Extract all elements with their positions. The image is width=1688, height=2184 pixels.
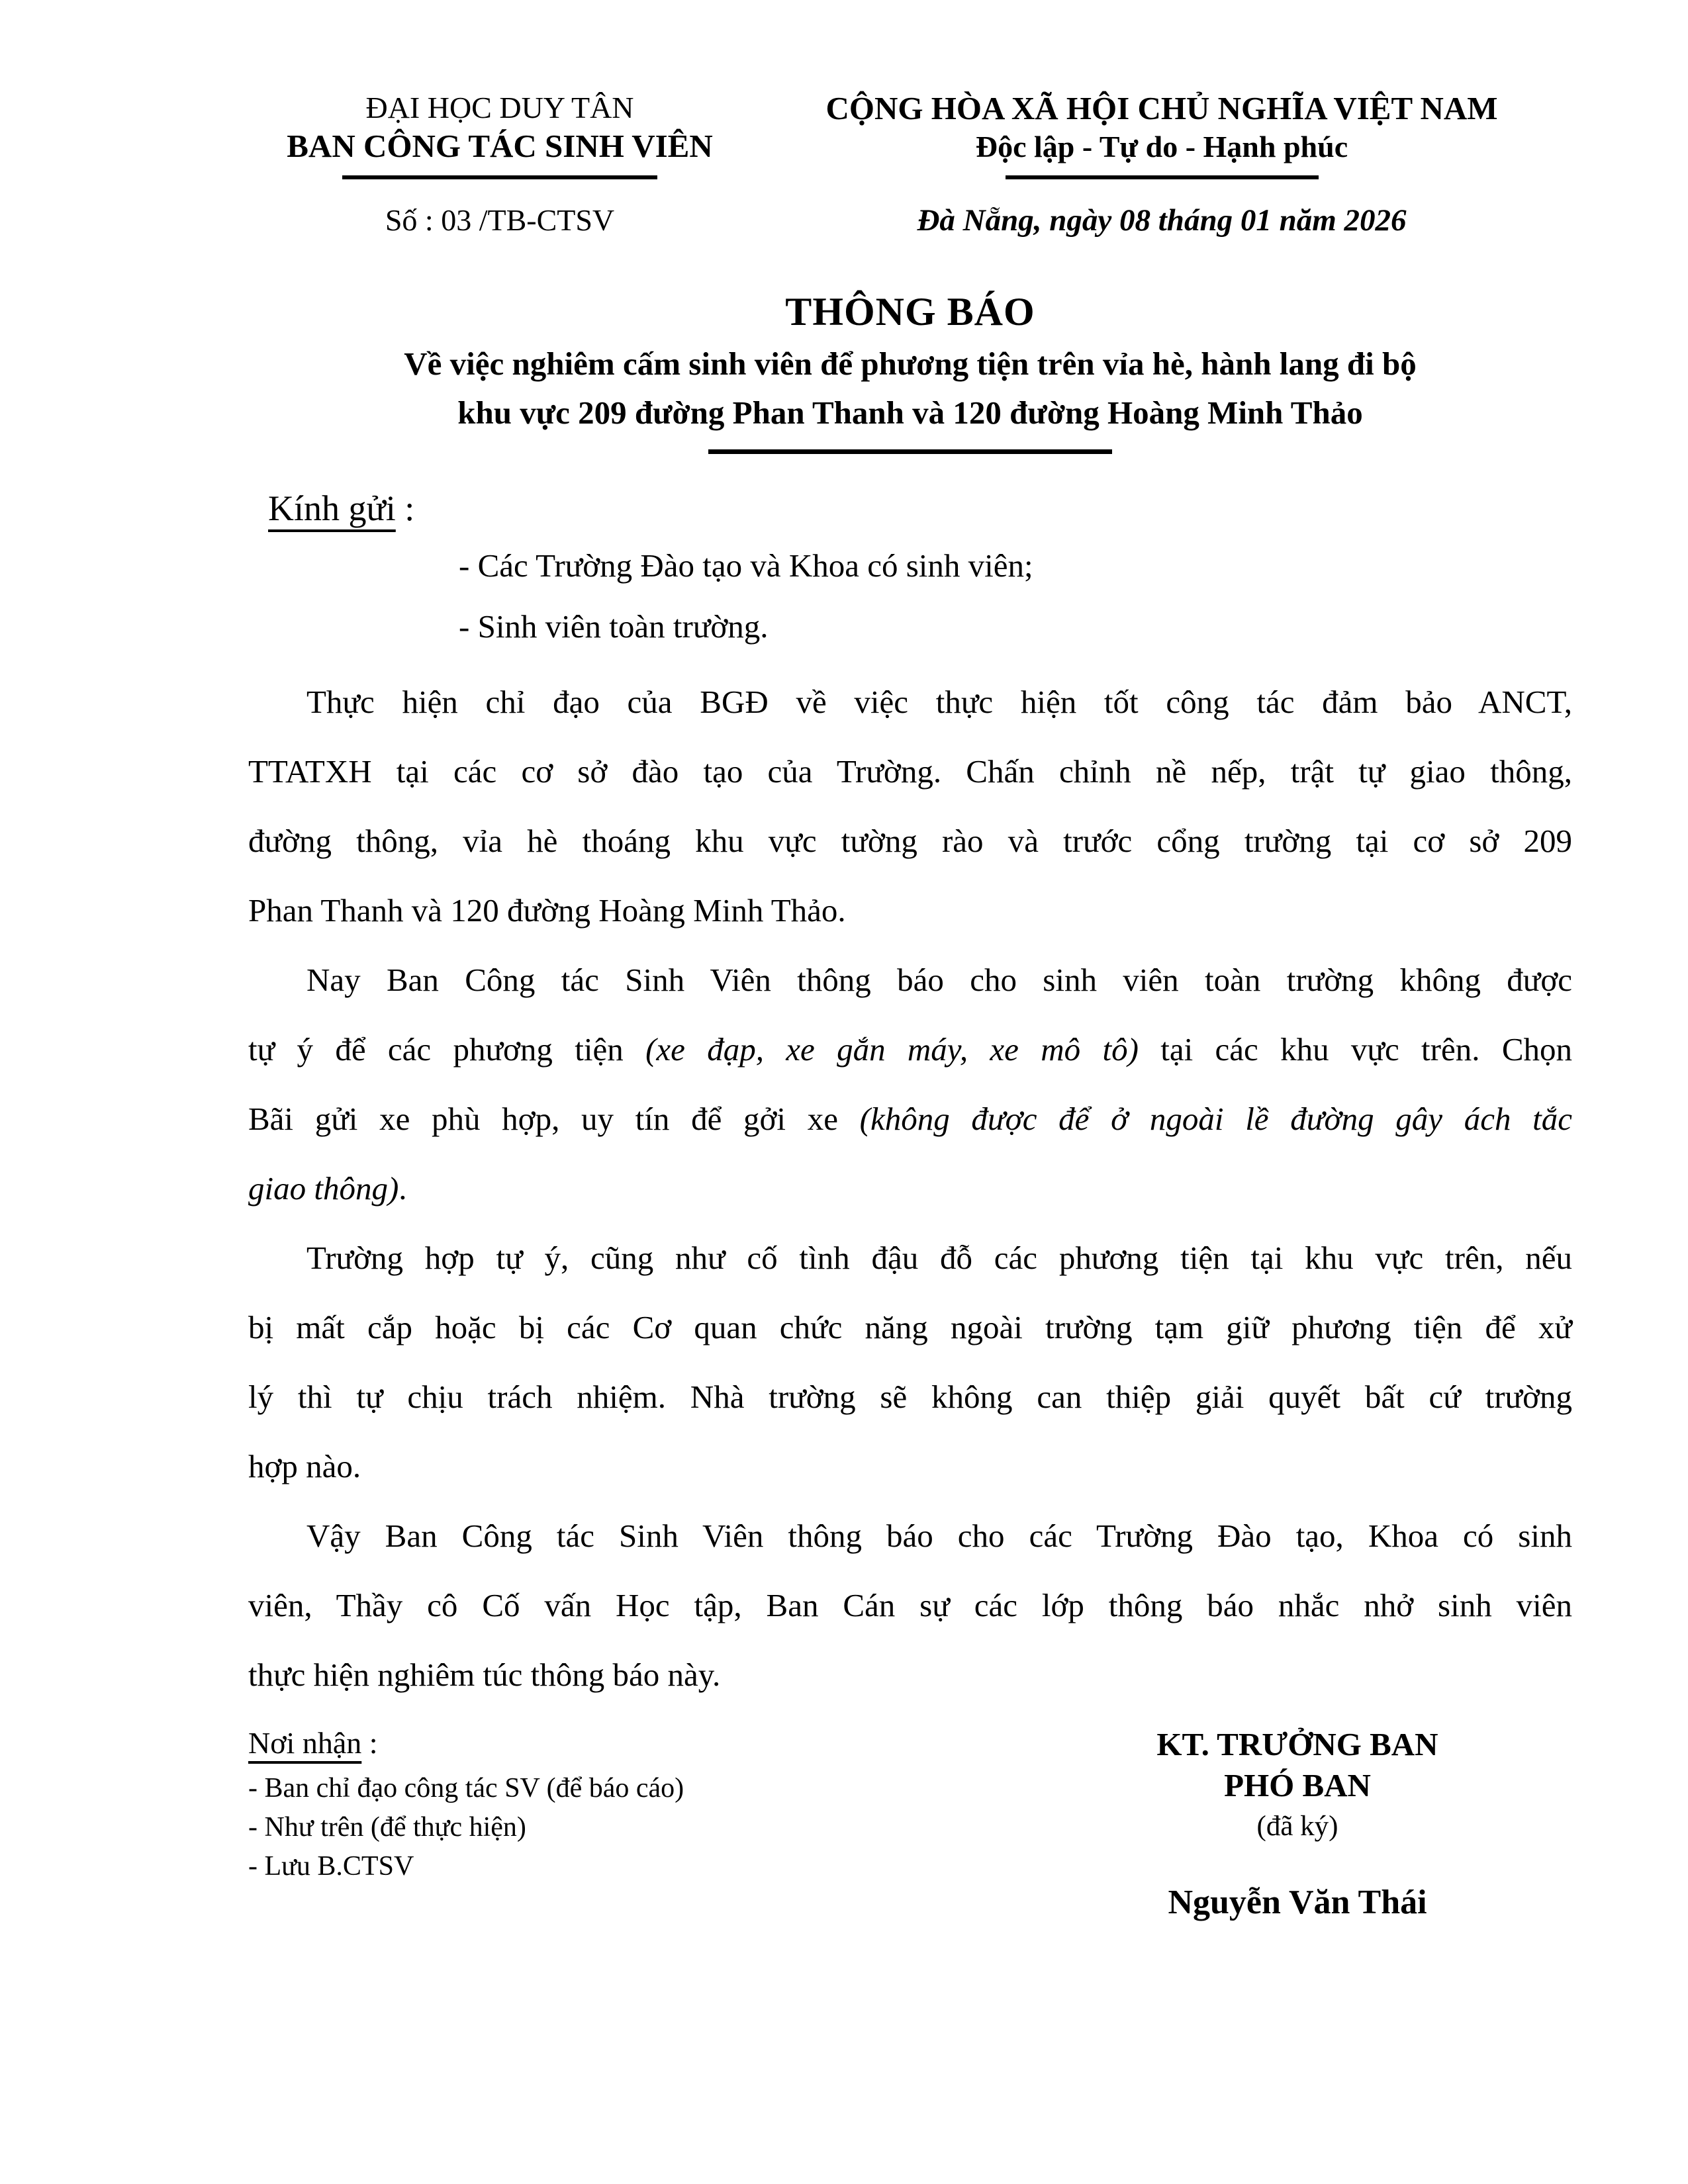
text-segment: hợp nào. — [248, 1448, 361, 1484]
body-text-line — [248, 1154, 1572, 1223]
header-left-rule — [342, 175, 657, 179]
body-text-line — [248, 1015, 1572, 1084]
text-segment: viên, Thầy cô Cố vấn Học tập, Ban Cán sự các lớp thông báo nhắc nhở sinh viên — [248, 1587, 1572, 1623]
salutation-recipient: - Các Trường Đào tạo và Khoa có sinh viên; — [459, 547, 1033, 584]
text-segment: tự ý để các phương tiện — [248, 1031, 646, 1068]
body-paragraph — [248, 1223, 1572, 1501]
salutation-label: Kính gửi — [268, 488, 396, 528]
italic-text-segment: giao thông) — [248, 1170, 399, 1206]
signer-name: Nguyễn Văn Thái — [1168, 1884, 1427, 1921]
text-segment: Phan Thanh và 120 đường Hoàng Minh Thảo. — [248, 892, 846, 929]
signature-block — [1066, 1724, 1529, 1924]
distribution-item: - Lưu B.CTSV — [248, 1851, 414, 1882]
distribution-item: - Như trên (để thực hiện) — [248, 1812, 526, 1843]
distribution-label: Nơi nhận — [248, 1726, 362, 1760]
text-segment: bị mất cắp hoặc bị các Cơ quan chức năng ngoài trường tạm giữ phương tiện để xử — [248, 1309, 1572, 1345]
title-separator — [708, 449, 1112, 454]
text-segment: Nay Ban Công tác Sinh Viên thông báo cho sinh viên toàn trường không được — [306, 962, 1572, 998]
text-segment: Trường hợp tự ý, cũng như cố tình đậu đỗ các phương tiện tại khu vực trên, nếu — [306, 1240, 1572, 1276]
body-text-line — [248, 945, 1572, 1015]
department-name: BAN CÔNG TÁC SINH VIÊN — [287, 128, 713, 164]
body-text-line — [248, 806, 1572, 876]
salutation-recipient-list — [459, 545, 1572, 647]
distribution-heading — [248, 1724, 684, 1762]
body-text-line — [248, 1362, 1572, 1432]
body-text-line — [248, 1084, 1572, 1154]
national-motto: Độc lập - Tự do - Hạnh phúc — [975, 130, 1348, 163]
body-text-line — [248, 1223, 1572, 1293]
body-paragraph — [248, 1501, 1572, 1709]
body-paragraph — [248, 945, 1572, 1223]
text-segment: Vậy Ban Công tác Sinh Viên thông báo cho các Trường Đào tạo, Khoa có sinh — [306, 1518, 1572, 1554]
header-right-column — [751, 89, 1572, 239]
signature-position: PHÓ BAN — [1224, 1767, 1371, 1803]
body-text-line — [248, 1432, 1572, 1501]
national-title: CỘNG HÒA XÃ HỘI CHỦ NGHĨA VIỆT NAM — [825, 90, 1498, 126]
place-date-line: Đà Nẵng, ngày 08 tháng 01 năm 2026 — [917, 203, 1407, 238]
signature-authority: KT. TRƯỞNG BAN — [1156, 1726, 1438, 1762]
body-text-line — [248, 667, 1572, 737]
document-header — [248, 89, 1572, 239]
distribution-block — [248, 1724, 684, 1886]
text-segment: tại các khu vực trên. Chọn — [1138, 1031, 1572, 1068]
body-text-line — [248, 1640, 1572, 1709]
distribution-item: - Ban chỉ đạo công tác SV (để báo cáo) — [248, 1773, 684, 1803]
university-name: ĐẠI HỌC DUY TÂN — [365, 91, 634, 124]
document-title: THÔNG BÁO — [785, 290, 1035, 334]
document-subtitle — [248, 340, 1572, 437]
header-left-column — [248, 89, 751, 239]
text-segment: đường thông, vỉa hè thoáng khu vực tường rào và trước cổng trường tại cơ sở 209 — [248, 823, 1572, 859]
body-text-line — [248, 1293, 1572, 1362]
text-segment: TTATXH tại các cơ sở đào tạo của Trường. Chấn chỉnh nề nếp, trật tự giao thông, — [248, 753, 1572, 790]
document-number: Số : 03 /TB-CTSV — [385, 203, 615, 237]
body-text-line — [248, 1570, 1572, 1640]
subtitle-line-2: khu vực 209 đường Phan Thanh và 120 đường Hoàng Minh Thảo — [457, 394, 1363, 431]
text-segment: thực hiện nghiêm túc thông báo này. — [248, 1657, 721, 1693]
distribution-colon: : — [361, 1726, 378, 1760]
distribution-list — [248, 1769, 684, 1886]
signed-note: (đã ký) — [1256, 1811, 1338, 1842]
text-segment: Thực hiện chỉ đạo của BGĐ về việc thực hiện tốt công tác đảm bảo ANCT, — [306, 684, 1572, 720]
text-segment: . — [399, 1170, 407, 1206]
salutation-recipient: - Sinh viên toàn trường. — [459, 608, 769, 645]
subtitle-line-1: Về việc nghiêm cấm sinh viên để phương tiện trên vỉa hè, hành lang đi bộ — [404, 345, 1417, 382]
italic-text-segment: (không được để ở ngoài lề đường gây ách tắc — [859, 1101, 1572, 1137]
text-segment: lý thì tự chịu trách nhiệm. Nhà trường sẽ không can thiệp giải quyết bất cứ trường — [248, 1379, 1572, 1415]
body-text — [248, 667, 1572, 1709]
salutation — [268, 486, 1572, 531]
body-paragraph — [248, 667, 1572, 945]
text-segment: Bãi gửi xe phù hợp, uy tín để gởi xe — [248, 1101, 860, 1137]
document-footer — [248, 1724, 1572, 1924]
salutation-colon: : — [395, 488, 415, 528]
italic-text-segment: (xe đạp, xe gắn máy, xe mô tô) — [645, 1031, 1139, 1068]
body-text-line — [248, 737, 1572, 806]
body-text-line — [248, 1501, 1572, 1570]
body-text-line — [248, 876, 1572, 945]
header-right-rule — [1006, 175, 1319, 179]
